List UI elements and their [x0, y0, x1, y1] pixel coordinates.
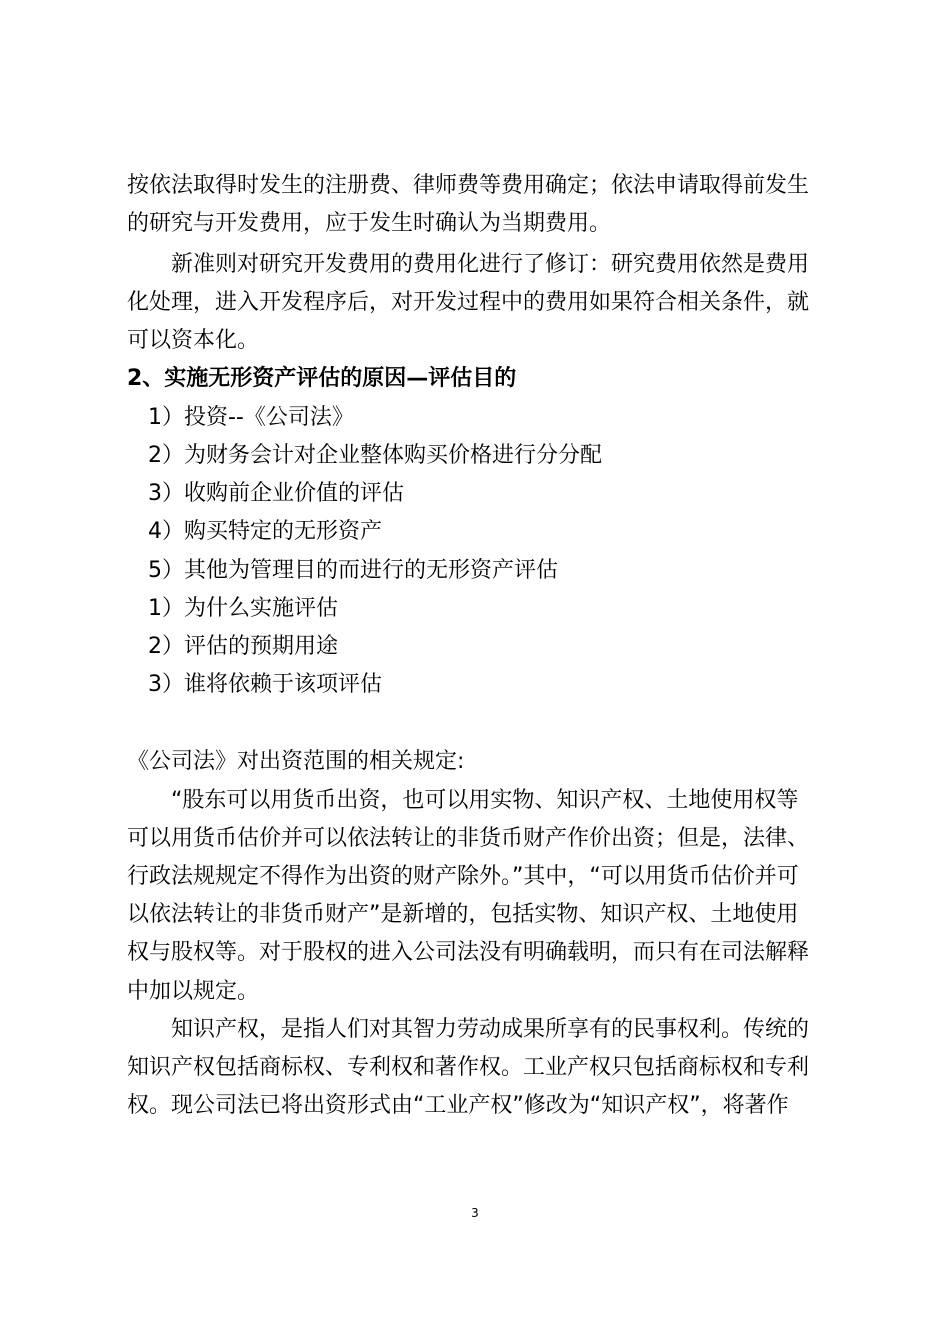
paragraph-line: 可以资本化。	[127, 328, 260, 353]
paragraph-line: 知识产权，是指人们对其智力劳动成果所享有的民事权利。传统的	[171, 1017, 810, 1042]
list-item: 3）收购前企业价值的评估	[148, 481, 404, 506]
paragraph-line: 可以用货币估价并可以依法转让的非货币财产作价出资；但是，法律、	[127, 826, 810, 851]
paragraph-line: 中加以规定。	[127, 979, 260, 1004]
list-item: 2）为财务会计对企业整体购买价格进行分分配	[148, 443, 602, 468]
list-item: 3）谁将依赖于该项评估	[148, 672, 382, 697]
list-item: 1）投资--《公司法》	[148, 405, 354, 430]
list-item: 2）评估的预期用途	[148, 634, 338, 659]
paragraph-line: “股东可以用货币出资，也可以用实物、知识产权、土地使用权等	[171, 788, 799, 813]
paragraph-line: 按依法取得时发生的注册费、律师费等费用确定；依法申请取得前发生	[127, 173, 810, 198]
paragraph-line: 以依法转让的非货币财产”是新增的，包括实物、知识产权、土地使用	[127, 902, 799, 927]
section-heading: 2、实施无形资产评估的原因—评估目的	[127, 366, 517, 391]
paragraph-line: 行政法规规定不得作为出资的财产除外。”其中，“可以用货币估价并可	[127, 864, 799, 889]
list-item: 4）购买特定的无形资产	[148, 519, 382, 544]
paragraph-line: 化处理，进入开发程序后，对开发过程中的费用如果符合相关条件，就	[127, 290, 810, 315]
paragraph-line: 知识产权包括商标权、专利权和著作权。工业产权只包括商标权和专利	[127, 1055, 810, 1080]
paragraph-line: 的研究与开发费用，应于发生时确认为当期费用。	[127, 211, 612, 236]
paragraph-line: 权与股权等。对于股权的进入公司法没有明确载明，而只有在司法解释	[127, 940, 810, 965]
paragraph-line: 权。现公司法已将出资形式由“工业产权”修改为“知识产权”，将著作	[127, 1093, 789, 1118]
list-item: 1）为什么实施评估	[148, 596, 338, 621]
page-number: 3	[471, 1206, 479, 1220]
paragraph-line: 新准则对研究开发费用的费用化进行了修订：研究费用依然是费用	[171, 252, 810, 277]
subheading: 《公司法》对出资范围的相关规定:	[127, 749, 465, 774]
list-item: 5）其他为管理目的而进行的无形资产评估	[148, 558, 558, 583]
